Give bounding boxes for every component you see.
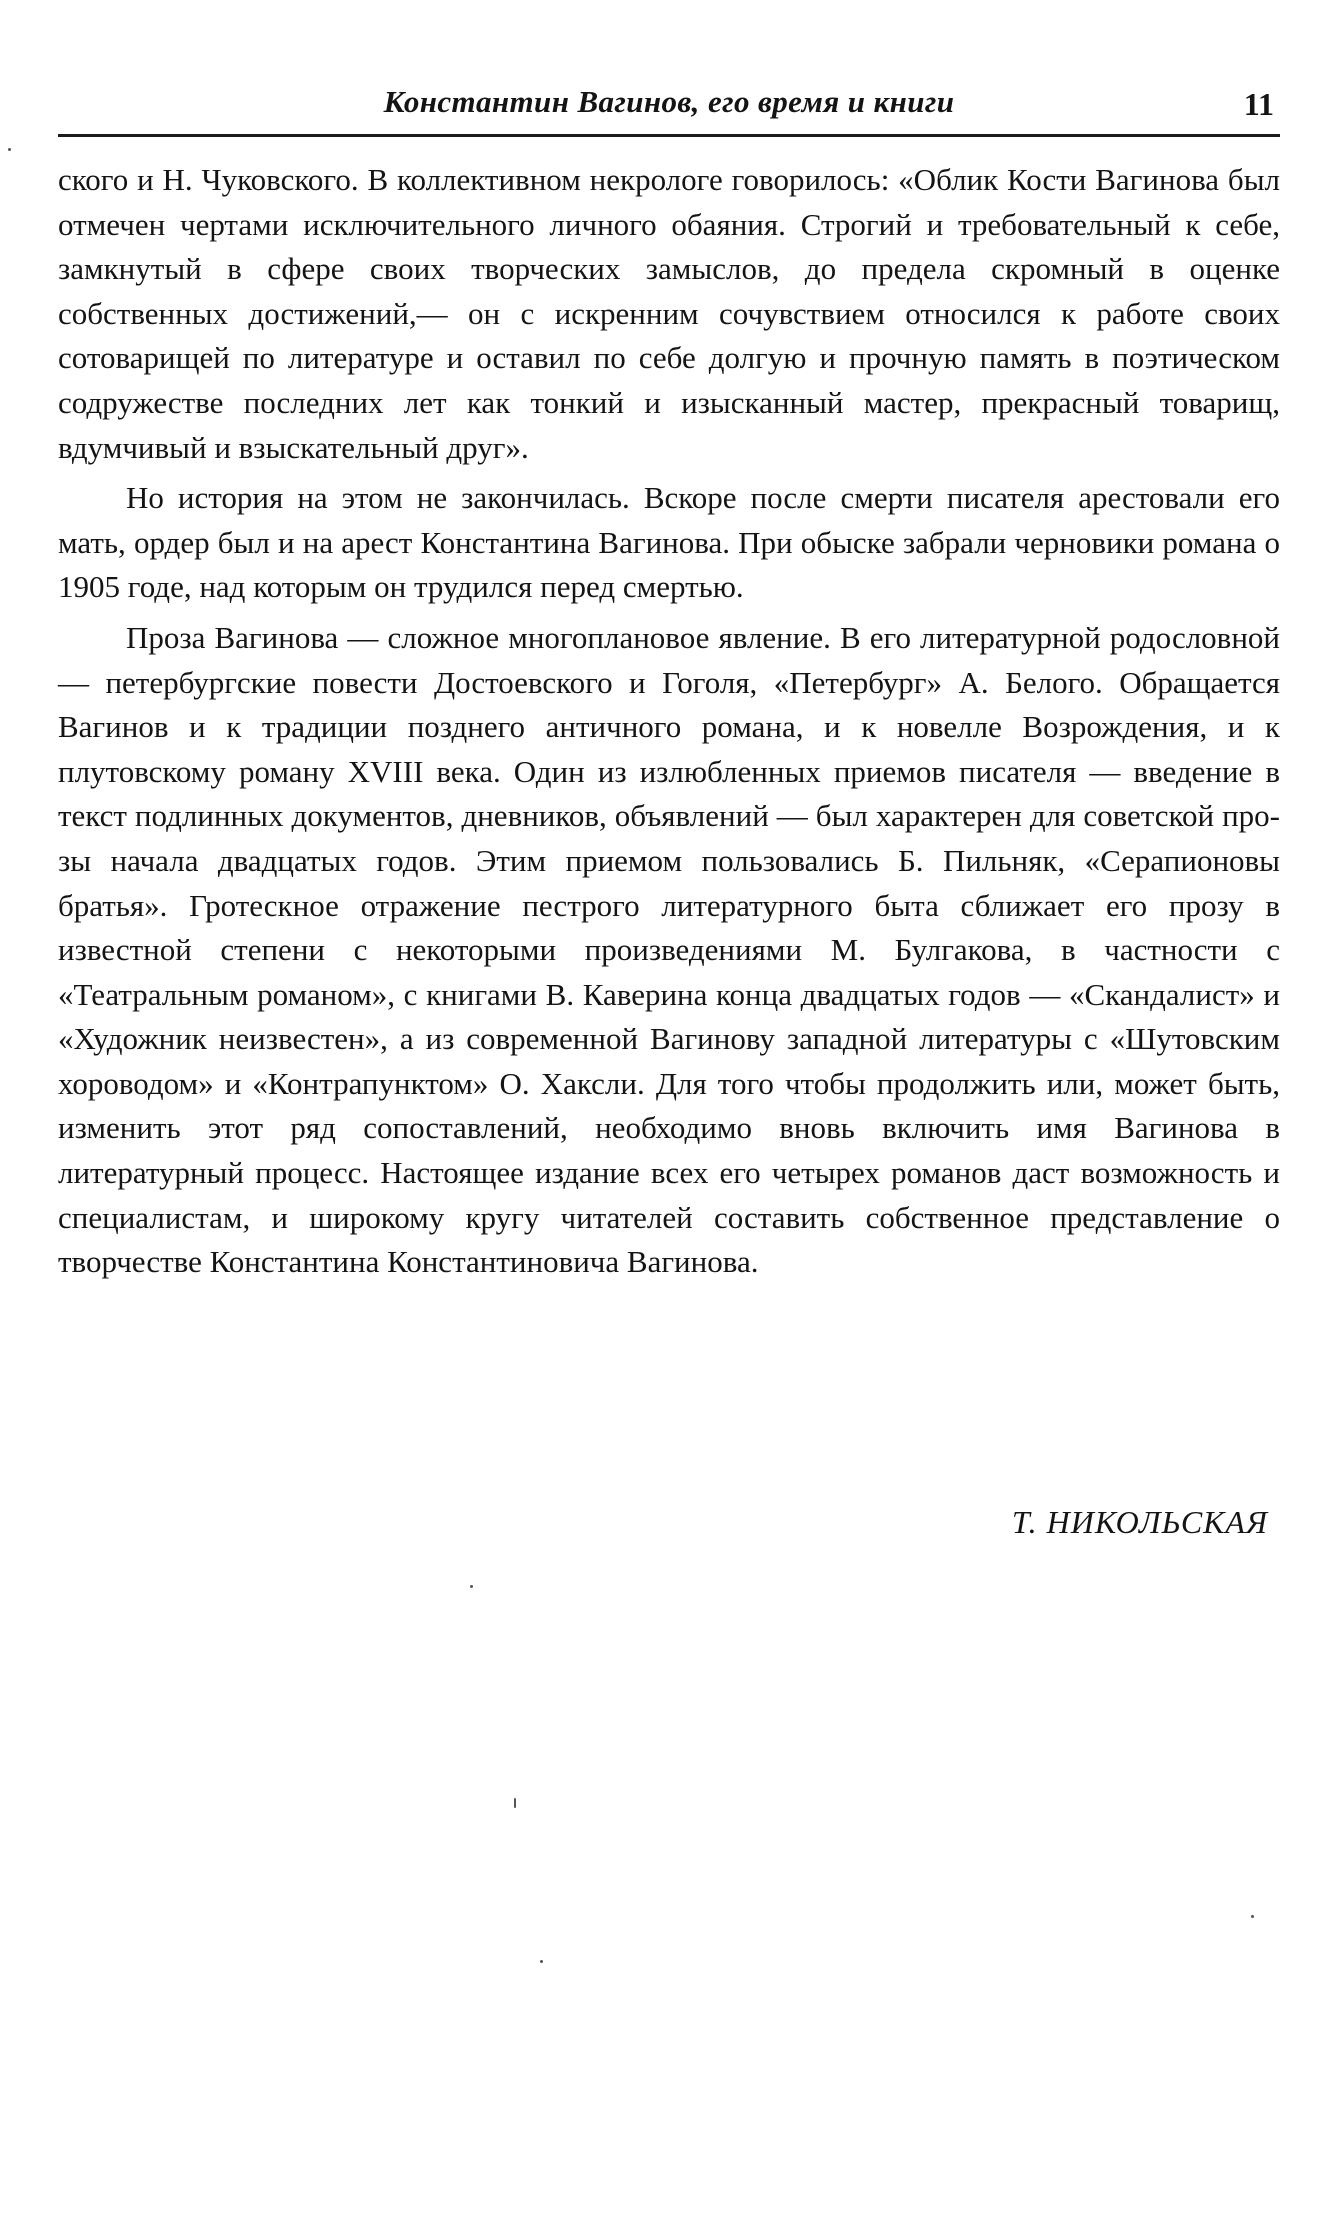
scan-speck xyxy=(514,1798,516,1808)
page-number: 11 xyxy=(1243,86,1274,122)
author-signature: Т. НИКОЛЬСКАЯ xyxy=(1011,1504,1268,1540)
running-head xyxy=(58,84,1280,132)
paragraph-2: Но история на этом не закончилась. Вскоре после смерти писателя арестовали его мать, ордер был и на арест Константина Вагинова. При обыске забрали черновики романа о 1905 годе, над которым он трудился перед смертью. xyxy=(58,480,1280,605)
header-rule xyxy=(58,134,1280,137)
running-title: Константин Вагинов, его время и книги xyxy=(383,84,955,119)
paragraph-3: Проза Вагинова — сложное многоплановое явление. В его литературной родословной — петербургские повести Достоевского и Гоголя, «Петербург» А. Белого. Обращается Вагинов и к традиции позднего античного романа, и к новелле Возрождения, и к плутовскому роману XVIII века. Один из излюбленных приемов писателя — введение в текст подлинных документов, дневников, объявлений — был характерен для советской прозы начала двадцатых годов. Этим приемом пользовались Б. Пильняк, «Серапионовы братья». Гротескное отражение пестрого литературного быта сближает его прозу в известной степени с некоторыми произведениями М. Булгакова, в частности с «Театральным романом», с книгами В. Каверина конца двадцатых годов — «Скандалист» и «Художник неизвестен», а из современной Вагинову западной литературы с «Шутовским хороводом» и «Контрапунктом» О. Хаксли. Для того чтобы продолжить или, может быть, изменить этот ряд сопоставлений, необходимо вновь включить имя Вагинова в литературный процесс. Настоящее издание всех его четырех романов даст возможность и специалистам, и широкому кругу читателей составить собственное представление о творчестве Константина Константиновича Вагинова. xyxy=(58,619,1280,1280)
scan-speck xyxy=(8,148,11,151)
paragraph-1: ского и Н. Чуковского. В коллективном некрологе говорилось: «Облик Кости Вагинова был отмечен чертами исключительного личного обаяния. Строгий и требовательный к себе, замкнутый в сфере своих творческих замыслов, до предела скромный в оценке собственных достижений,— он с искренним сочувствием относился к работе своих сотоварищей по литературе и оставил по себе долгую и прочную память в поэтическом содружестве последних лет как тонкий и изысканный мастер, прекрасный товарищ, вдумчивый и взыскательный друг». xyxy=(58,162,1280,465)
scan-speck xyxy=(540,1960,543,1963)
scan-speck xyxy=(470,1585,473,1588)
scan-speck xyxy=(1251,1915,1254,1918)
book-page xyxy=(58,0,1280,2224)
body-text xyxy=(58,158,1280,1291)
